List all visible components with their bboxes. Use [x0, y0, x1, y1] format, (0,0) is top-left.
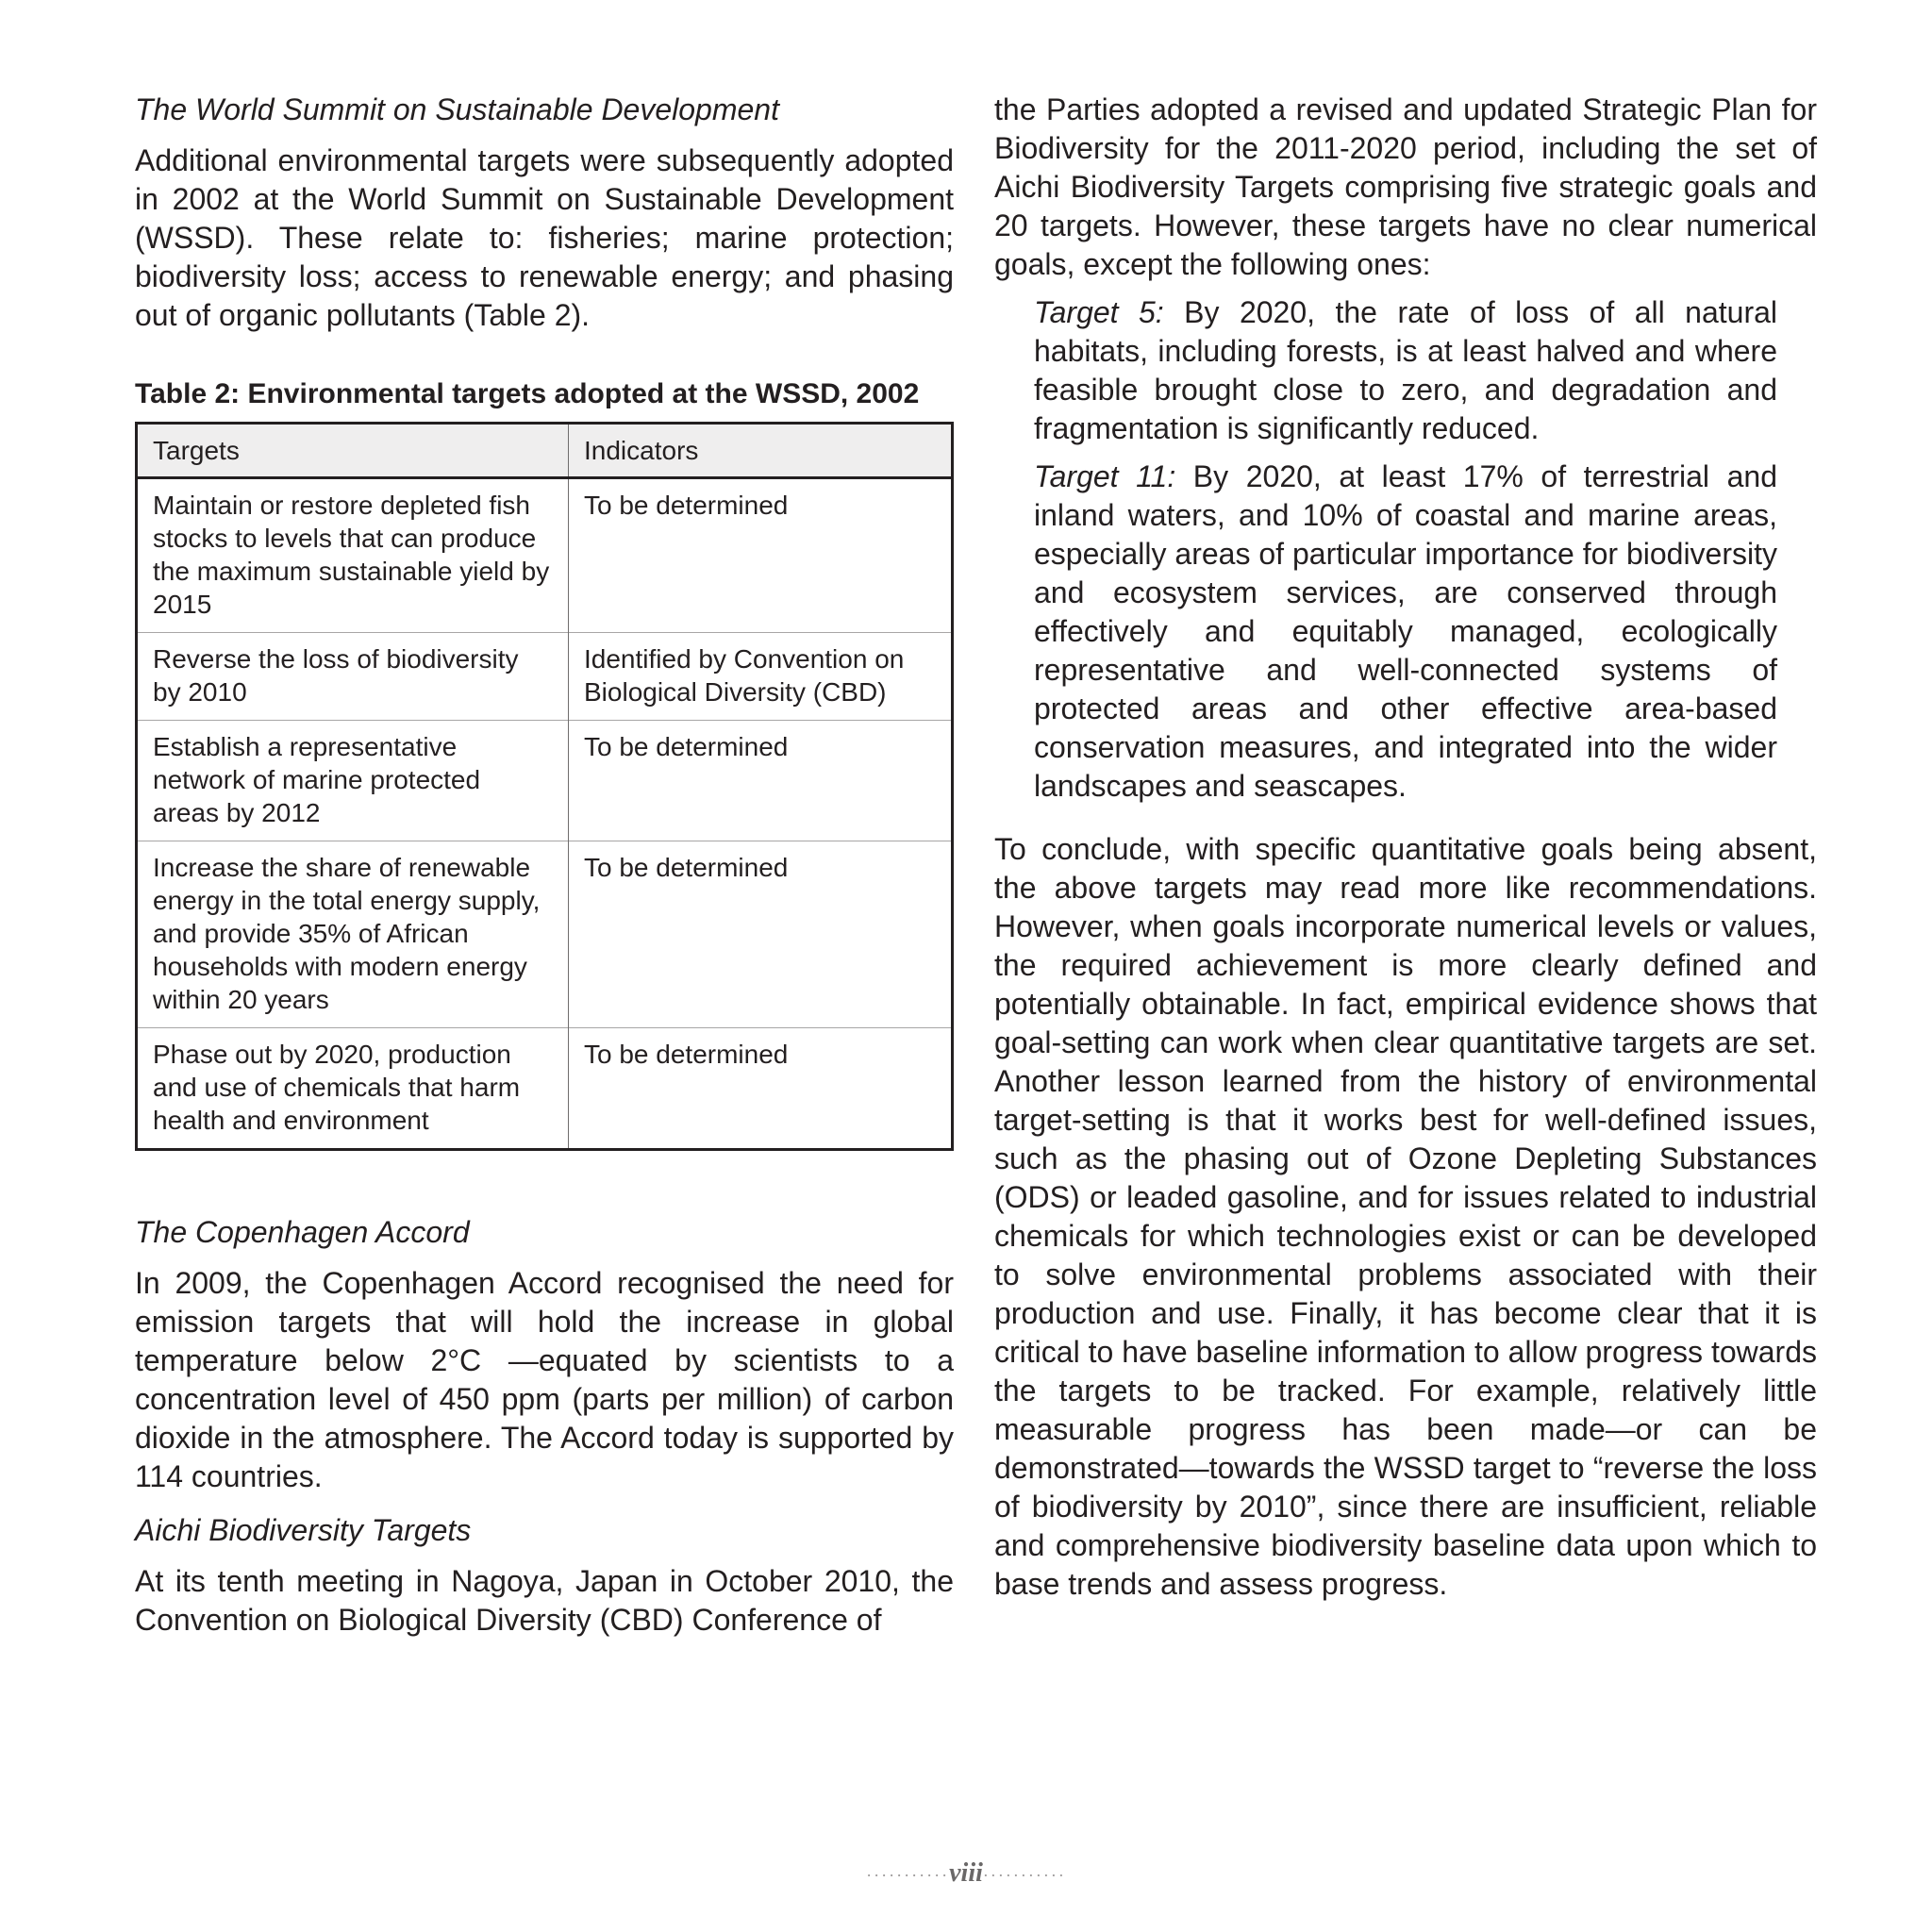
target-cell: Increase the share of renewable energy in the total energy supply, and provide 35% of African households with modern energy within 20 years [137, 841, 569, 1028]
aichi-paragraph: At its tenth meeting in Nagoya, Japan in October 2010, the Convention on Biological Diversity (CBD) Conference of [135, 1564, 954, 1637]
wssd-heading: The World Summit on Sustainable Development [135, 92, 779, 126]
indicator-cell: To be determined [569, 478, 953, 633]
target-5-label: Target 5: [1034, 295, 1164, 329]
table-row [137, 841, 953, 1028]
copenhagen-heading: The Copenhagen Accord [135, 1215, 470, 1249]
copenhagen-paragraph: In 2009, the Copenhagen Accord recognised the need for emission targets that will hold the increase in global temperature below 2°C —equated by scientists to a concentration level of 450 ppm (parts per million) of carbon dioxide in the atmosphere. The Accord today is supported by 114 countries. [135, 1266, 954, 1493]
target-11-text: By 2020, at least 17% of terrestrial and inland waters, and 10% of coastal and marine areas, especially areas of particular importance for biodiversity and ecosystem services, are conserved through effectively and equitably managed, ecologically representative and well-connected systems of protected areas and other effective area-based conservation measures, and integrated into the wider landscapes and seascapes. [1034, 459, 1778, 803]
aichi-continued-paragraph: the Parties adopted a revised and updated Strategic Plan for Biodiversity for the 2011-2020 period, including the set of Aichi Biodiversity Targets comprising five strategic goals and 20 targets. However, these targets have no clear numerical goals, except the following ones: [994, 92, 1817, 281]
table-row [137, 721, 953, 841]
target-11-paragraph [994, 458, 1817, 806]
footer-dots-left: ··········· [866, 1866, 950, 1885]
header-indicators: Indicators [569, 424, 953, 478]
left-column [135, 91, 954, 1640]
indicator-cell: To be determined [569, 841, 953, 1028]
target-cell: Establish a representative network of marine protected areas by 2012 [137, 721, 569, 841]
table-row [137, 633, 953, 721]
target-5-paragraph [994, 293, 1817, 448]
table-row [137, 478, 953, 633]
header-targets: Targets [137, 424, 569, 478]
table-header-row [137, 424, 953, 478]
page-number: viii [949, 1858, 983, 1888]
table-caption: Table 2: Environmental targets adopted at the WSSD, 2002 [135, 378, 920, 409]
indicator-cell: To be determined [569, 1028, 953, 1150]
page-footer [0, 1858, 1932, 1889]
right-column [994, 91, 1817, 1604]
target-11-label: Target 11: [1034, 459, 1176, 493]
conclusion-paragraph: To conclude, with specific quantitative goals being absent, the above targets may read more like recommendations. However, when goals incorporate numerical levels or values, the required achievement is more clearly defined and potentially obtainable. In fact, empirical evidence shows that goal-setting can work when clear quantitative targets are set. Another lesson learned from the history of environmental target-setting is that it works best for well-defined issues, such as the phasing out of Ozone Depleting Substances (ODS) or leaded gasoline, and for issues related to industrial chemicals for which technologies exist or can be developed to solve environmental problems associated with their production and use. Finally, it has become clear that it is critical to have baseline information to allow progress towards the targets to be tracked. For example, relatively little measurable progress has been made—or can be demonstrated—towards the WSSD target to “reverse the loss of biodiversity by 2010”, since there are insufficient, reliable and comprehensive biodiversity baseline data upon which to base trends and assess progress. [994, 832, 1817, 1601]
target-cell: Maintain or restore depleted fish stocks to levels that can produce the maximum sustainable yield by 2015 [137, 478, 569, 633]
footer-dots-right: ··········· [982, 1866, 1066, 1885]
indicator-cell: To be determined [569, 721, 953, 841]
target-5-text: By 2020, the rate of loss of all natural habitats, including forests, is at least halved and where feasible brought close to zero, and degradation and fragmentation is significantly reduced. [1034, 295, 1778, 445]
target-cell: Reverse the loss of biodiversity by 2010 [137, 633, 569, 721]
table-row [137, 1028, 953, 1150]
target-cell: Phase out by 2020, production and use of chemicals that harm health and environment [137, 1028, 569, 1150]
wssd-paragraph: Additional environmental targets were subsequently adopted in 2002 at the World Summit on Sustainable Development (WSSD). These relate to: fisheries; marine protection; biodiversity loss; access to renewable energy; and phasing out of organic pollutants (Table 2). [135, 143, 954, 332]
indicator-cell: Identified by Convention on Biological Diversity (CBD) [569, 633, 953, 721]
aichi-heading: Aichi Biodiversity Targets [135, 1513, 472, 1547]
targets-table [135, 422, 954, 1151]
